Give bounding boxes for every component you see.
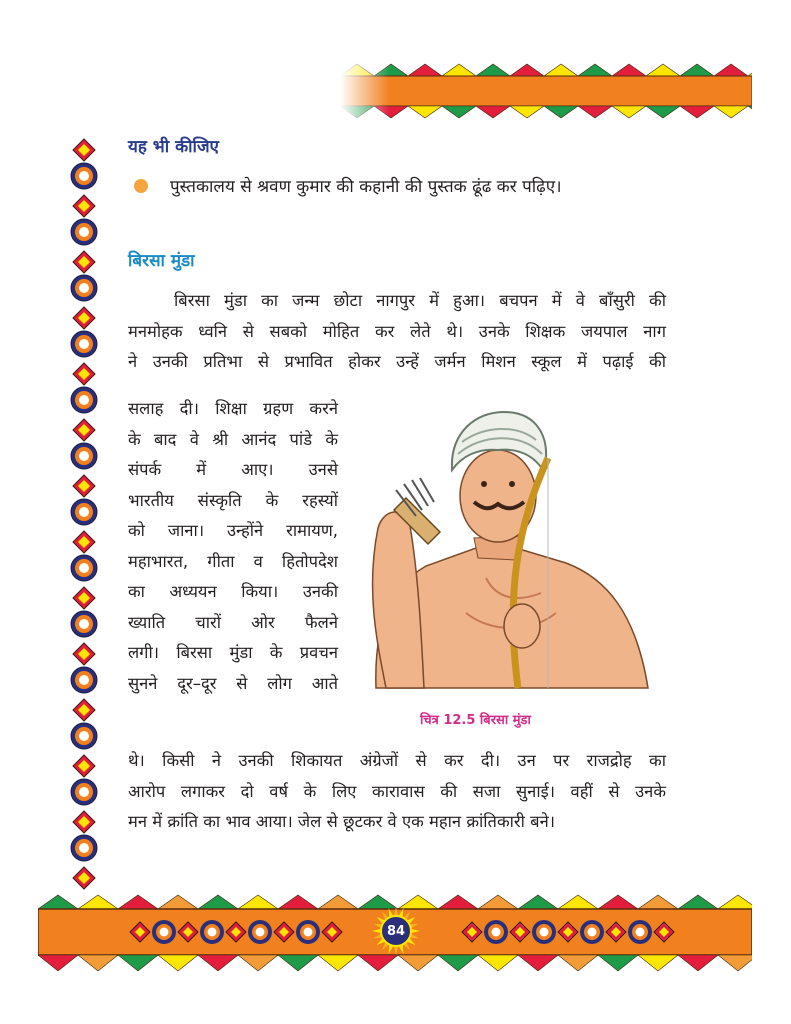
activity-bullet-text: पुस्तकालय से श्रवण कुमार की कहानी की पुस्तक ढूंढ कर पढ़िए।	[170, 177, 562, 197]
circle-ornament-center	[79, 283, 89, 293]
triangle-ornament	[718, 955, 752, 971]
circle-ornament-center	[79, 843, 89, 853]
triangle-ornament	[38, 955, 78, 971]
activity-heading: यह भी कीजिए	[128, 137, 219, 157]
triangle-ornament	[598, 955, 638, 971]
text-line: सुनने दूर–दूर से लोग आते	[128, 673, 338, 693]
triangle-ornament	[438, 895, 478, 909]
top-decorative-banner	[340, 62, 752, 120]
figure-caption: चित्र 12.5 बिरसा मुंडा	[420, 713, 531, 728]
triangle-ornament	[478, 895, 518, 909]
triangle-ornament	[558, 895, 598, 909]
text-line: के बाद वे श्री आनंद पांडे के	[128, 429, 338, 449]
left-decorative-border	[62, 138, 106, 898]
triangle-ornament	[318, 955, 358, 971]
birsa-munda-illustration	[366, 398, 658, 698]
circle-ornament-center	[79, 395, 89, 405]
triangle-ornament	[38, 895, 78, 909]
triangle-ornament	[478, 955, 518, 971]
triangle-ornament	[78, 955, 118, 971]
circle-ornament-center	[160, 928, 169, 937]
triangle-ornament	[638, 895, 678, 909]
circle-ornament-center	[79, 787, 89, 797]
text-line: ने उनकी प्रतिभा से प्रभावित होकर उन्हें जर्मन मिशन स्कूल में पढ़ाई की	[128, 352, 666, 371]
triangle-ornament	[678, 895, 718, 909]
triangle-ornament	[518, 895, 558, 909]
text-line: थे। किसी ने उनकी शिकायत अंग्रेजों से कर दी। उन पर राजद्रोह का	[128, 751, 666, 770]
triangle-ornament	[678, 955, 718, 971]
circle-ornament-center	[208, 928, 217, 937]
circle-ornament-center	[79, 731, 89, 741]
text-line: भारतीय संस्कृति के रहस्यों	[128, 490, 338, 510]
circle-ornament-center	[79, 227, 89, 237]
circle-ornament-center	[588, 928, 597, 937]
text-line: संपर्क में आए। उनसे	[128, 460, 338, 479]
triangle-ornament	[438, 955, 478, 971]
triangle-ornament	[198, 955, 238, 971]
triangle-ornament	[158, 955, 198, 971]
triangle-ornament	[278, 895, 318, 909]
triangle-ornament	[718, 895, 752, 909]
triangle-ornament	[278, 955, 318, 971]
triangle-ornament	[318, 895, 358, 909]
triangle-ornament	[638, 955, 678, 971]
circle-ornament-center	[79, 675, 89, 685]
circle-ornament-center	[256, 928, 265, 937]
birsa-heading: बिरसा मुंडा	[128, 251, 195, 271]
triangle-ornament	[238, 895, 278, 909]
circle-ornament-center	[492, 928, 501, 937]
bullet-icon	[134, 179, 148, 193]
triangle-ornament	[118, 955, 158, 971]
text-line: बिरसा मुंडा का जन्म छोटा नागपुर में हुआ। बचपन में वे बाँसुरी की	[174, 291, 666, 310]
text-line: मन में क्रांति का भाव आया। जेल से छूटकर वे एक महान क्रांतिकारी बने।	[128, 812, 555, 831]
text-line: लगी। बिरसा मुंडा के प्रवचन	[128, 643, 338, 662]
text-line: सलाह दी। शिक्षा ग्रहण करने	[128, 399, 338, 418]
text-line: का अध्ययन किया। उनकी	[128, 582, 338, 601]
triangle-ornament	[118, 895, 158, 909]
circle-ornament-center	[79, 451, 89, 461]
triangle-ornament	[198, 895, 238, 909]
text-line: ख्याति चारों ओर फैलने	[128, 612, 338, 632]
triangle-ornament	[598, 895, 638, 909]
circle-ornament-center	[636, 928, 645, 937]
triangle-ornament	[158, 895, 198, 909]
hand	[504, 604, 540, 648]
circle-ornament-center	[79, 507, 89, 517]
raised-arm	[373, 512, 424, 688]
paragraph-top	[128, 286, 666, 378]
circle-ornament-center	[79, 339, 89, 349]
circle-ornament-center	[304, 928, 313, 937]
text-line: आरोप लगाकर दो वर्ष के लिए कारावास की सजा सुनाई। वहीं से उनके	[128, 781, 666, 801]
text-line: को जाना। उन्होंने रामायण,	[128, 521, 338, 540]
circle-ornament-center	[79, 619, 89, 629]
triangle-ornament	[78, 895, 118, 909]
circle-ornament-center	[79, 171, 89, 181]
page-number-badge	[371, 906, 421, 956]
text-line: महाभारत, गीता व हितोपदेश	[128, 551, 338, 571]
paragraph-left-column	[128, 394, 338, 699]
circle-ornament-center	[79, 563, 89, 573]
circle-ornament-center	[540, 928, 549, 937]
triangle-ornament	[518, 955, 558, 971]
triangle-ornament	[558, 955, 598, 971]
text-line: मनमोहक ध्वनि से सबको मोहित कर लेते थे। उनके शिक्षक जयपाल नाग	[128, 321, 666, 341]
triangle-ornament	[358, 955, 398, 971]
paragraph-bottom	[128, 746, 666, 838]
triangle-ornament	[398, 955, 438, 971]
triangle-ornament	[238, 955, 278, 971]
page-number: 84	[386, 923, 406, 939]
